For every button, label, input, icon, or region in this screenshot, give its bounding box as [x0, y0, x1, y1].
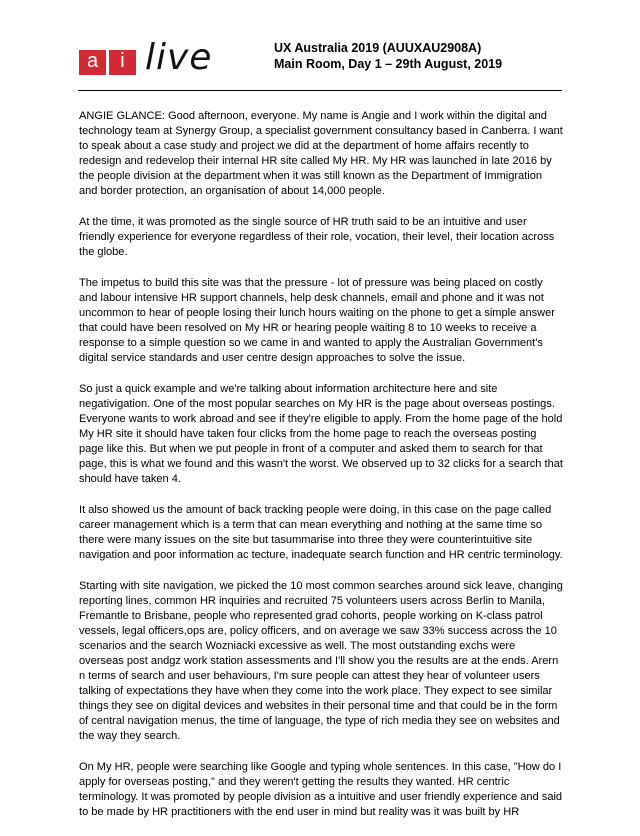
header-divider [78, 90, 562, 91]
logo-live-word: live [145, 37, 213, 78]
ai-live-logo [79, 37, 213, 78]
transcript-paragraph: At the time, it was promoted as the single source of HR truth said to be an intuitive and user friendly experience for everyone regardless of their role, vocation, their level, their location across the globe. [79, 216, 555, 258]
document-header [274, 40, 502, 72]
logo-a-box: a [79, 50, 106, 75]
event-title: UX Australia 2019 (AUUXAU2908A) [274, 41, 482, 55]
transcript-paragraph: The impetus to build this site was that the pressure - lot of pressure was being placed on costly and labour intensive HR support channels, help desk channels, email and phone and it was not uncommon to hear of people losing their lunch hours waiting on the phone to get a simple answer that could have been resolved on My HR or hearing people waiting 8 to 10 weeks to receive a response to a simple question so we came in and wanted to apply the Australian Government's digital service standards and user centre design approaches to solve the issue. [79, 277, 555, 364]
session-info: Main Room, Day 1 – 29th August, 2019 [274, 57, 503, 71]
transcript-paragraph: It also showed us the amount of back tracking people were doing, in this case on the page called career management which is a term that can mean everything and nothing at the same time so there were many issues on the site but tasummarise into three they were counterintuitive site navigation and poor information ac tecture, inadequate search function and HR centric terminology. [79, 504, 563, 561]
transcript-paragraph: On My HR, people were searching like Google and typing whole sentences. In this case, "How do I apply for overseas posting," and they weren't getting the results they wanted. HR centric terminology. It was promoted by people division as a intuitive and user friendly experience and said to be made by HR practitioners with the end user in mind but reality was it was built by HR [79, 761, 563, 818]
transcript-body [79, 109, 563, 836]
logo-i-box: i [109, 50, 136, 75]
transcript-paragraph: ANGIE GLANCE: Good afternoon, everyone. My name is Angie and I work within the digital and technology team at Synergy Group, a specialist government consultancy based in Canberra. I want to speak about a case study and project we did at the department of home affairs recently to redesign and redevelop their internal HR site called My HR. My HR was launched in late 2016 by the people division at the department when it was still known as the Department of Immigration and border protection, an organisation of about 14,000 people. [79, 110, 563, 197]
transcript-paragraph: So just a quick example and we're talking about information architecture here and site negativigation. One of the most popular searches on My HR is the page about overseas postings. Everyone wants to work abroad and see if they're eligible to apply. From the home page of the hold My HR site it should have taken four clicks from the home page to reach the overseas posting page like this. But when we put people in front of a computer and asked them to search for that page, this is what we found and this wasn't the worst. We observed up to 32 clicks for a search that should have taken 4. [79, 383, 563, 485]
transcript-paragraph: Starting with site navigation, we picked the 10 most common searches around sick leave, changing reporting lines, common HR inquiries and recruited 75 volunteers users across Berlin to Manila, Fremantle to Brisbane, people who represented grad cohorts, people working on K-class patrol vessels, legal officers,ops are, policy officers, and on average we saw 33% success across the 10 scenarios and the search Wozniacki excessive as well. The most outstanding exchs were overseas post andgz work station assessments and I'll show you the results are at the ends. Arern n terms of search and user behaviours, I'm sure people can attest they hear of volunteer users talking of expectations they have when they come into the work place. They expect to see similar things they see on digital devices and websites in their personal time and that could be in the form of central navigation menus, the time of language, the type of rich media they see on websites and the way they search. [79, 580, 563, 742]
